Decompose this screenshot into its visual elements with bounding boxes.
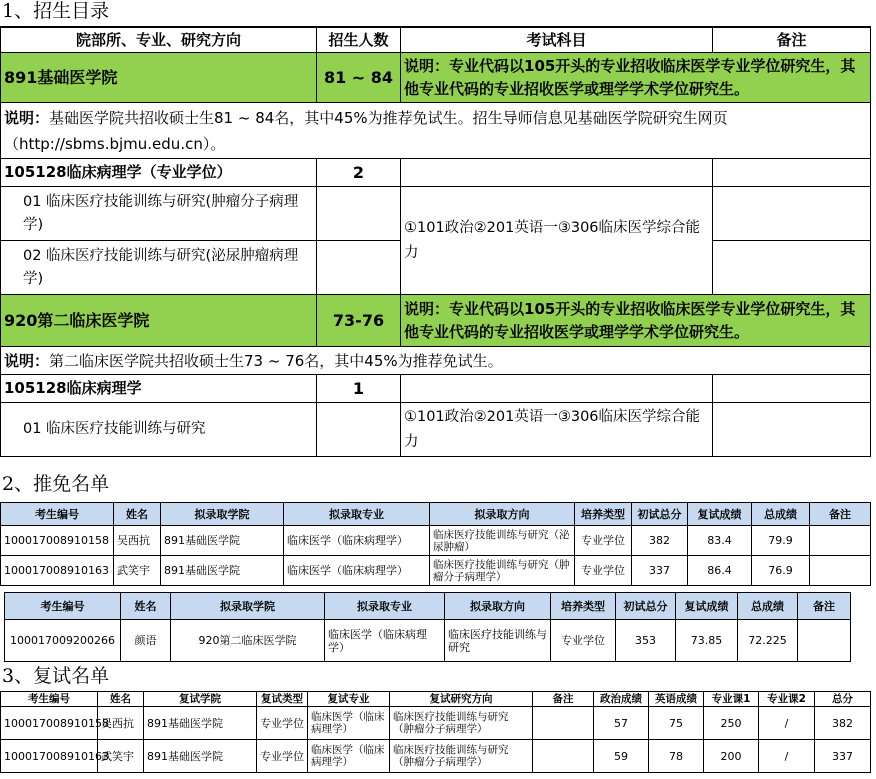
header-cell: 姓名 [98, 692, 144, 707]
cell: / [759, 707, 815, 740]
cell: 武笑宇 [114, 556, 161, 586]
school-name: 891基础医学院 [1, 53, 317, 103]
header-cell: 初试总分 [616, 593, 676, 620]
cell: 临床医疗技能训练与研究（肿瘤分子病理学） [390, 707, 533, 740]
exam-subjects: ①101政治②201英语一③306临床医学综合能力 [401, 187, 713, 295]
catalog-header-remark: 备注 [713, 27, 871, 53]
cell: 76.9 [752, 556, 810, 586]
cell: 78 [649, 740, 704, 773]
header-cell: 姓名 [114, 503, 161, 526]
cell: 100017008910158 [1, 707, 98, 740]
header-cell: 总成绩 [738, 593, 798, 620]
catalog-header-school: 院部所、专业、研究方向 [1, 27, 317, 53]
header-cell: 拟录取方向 [430, 503, 575, 526]
direction-row [1, 187, 871, 241]
cell: 382 [632, 526, 688, 556]
school-note [1, 347, 871, 375]
direction-row [1, 403, 871, 457]
cell: 83.4 [688, 526, 752, 556]
header-cell: 备注 [533, 692, 594, 707]
cell: 吴西抗 [114, 526, 161, 556]
table-row [1, 707, 871, 740]
cell: 79.9 [752, 526, 810, 556]
cell: 72.225 [738, 620, 798, 662]
header-cell: 政治成绩 [594, 692, 649, 707]
header-cell: 拟录取专业 [284, 503, 430, 526]
cell: 颜语 [121, 620, 171, 662]
direction-1: 01 临床医疗技能训练与研究(肿瘤分子病理学) [1, 187, 317, 241]
header-cell: 专业课2 [759, 692, 815, 707]
recommend-table-2 [4, 592, 851, 662]
header-cell: 复试成绩 [688, 503, 752, 526]
catalog-header-count: 招生人数 [317, 27, 401, 53]
cell: 337 [632, 556, 688, 586]
header-cell: 培养类型 [575, 503, 632, 526]
cell: 250 [704, 707, 759, 740]
exam-subjects: ①101政治②201英语一③306临床医学综合能力 [401, 403, 713, 457]
cell: 临床医疗技能训练与研究（泌尿肿瘤） [430, 526, 575, 556]
header-cell: 备注 [798, 593, 851, 620]
school-row-920 [1, 295, 871, 347]
cell [798, 620, 851, 662]
note-text: 第二临床医学院共招收硕士生73 ~ 76名，其中45%为推荐免试生。 [49, 351, 503, 370]
school-count: 81 ~ 84 [317, 53, 401, 103]
header-cell: 考生编号 [1, 503, 114, 526]
cell: 100017009200266 [5, 620, 121, 662]
cell: 59 [594, 740, 649, 773]
cell: 200 [704, 740, 759, 773]
cell: 专业学位 [575, 526, 632, 556]
cell: 临床医学（临床病理学） [325, 620, 445, 662]
cell: 临床医疗技能训练与研究 [445, 620, 551, 662]
cell: 891基础医学院 [161, 556, 284, 586]
major-row [1, 159, 871, 187]
note-label: 说明： [4, 108, 50, 127]
cell: 临床医学（临床病理学） [284, 556, 430, 586]
header-cell: 拟录取学院 [161, 503, 284, 526]
header-cell: 姓名 [121, 593, 171, 620]
header-cell: 初试总分 [632, 503, 688, 526]
cell: 专业学位 [551, 620, 616, 662]
cell [533, 740, 594, 773]
header-cell: 考生编号 [5, 593, 121, 620]
cell: 临床医学（临床病理学） [284, 526, 430, 556]
recommend-header-row [1, 503, 871, 526]
admission-catalog-table [0, 26, 871, 457]
cell: 57 [594, 707, 649, 740]
cell: 73.85 [676, 620, 738, 662]
school-green-note: 说明：专业代码以105开头的专业招收临床医学专业学位研究生，其他专业代码的专业招收医学或理学学术学位研究生。 [401, 295, 871, 347]
cell: 891基础医学院 [144, 740, 257, 773]
direction-2: 02 临床医疗技能训练与研究(泌尿肿瘤病理学) [1, 241, 317, 295]
cell: 武笑宇 [98, 740, 144, 773]
cell: 100017008910158 [1, 526, 114, 556]
cell: 临床医学（临床病理学） [308, 707, 390, 740]
cell [533, 707, 594, 740]
header-cell: 拟录取学院 [171, 593, 325, 620]
table-row [1, 556, 871, 586]
table-row [1, 740, 871, 773]
cell [810, 526, 871, 556]
header-cell: 复试成绩 [676, 593, 738, 620]
school-row-891 [1, 53, 871, 103]
cell: 353 [616, 620, 676, 662]
cell: 75 [649, 707, 704, 740]
retest-header-row [1, 692, 871, 707]
cell: 专业学位 [257, 740, 308, 773]
header-cell: 总成绩 [752, 503, 810, 526]
school-note [1, 103, 871, 159]
cell: 专业学位 [257, 707, 308, 740]
table-row [5, 620, 851, 662]
recommend-header-row [5, 593, 851, 620]
cell: 86.4 [688, 556, 752, 586]
major-row [1, 375, 871, 403]
recommend-table [0, 502, 871, 586]
cell: 100017008910163 [1, 556, 114, 586]
cell [810, 556, 871, 586]
section-title-retest: 3、复试名单 [2, 665, 110, 687]
section-title-catalog: 1、招生目录 [2, 0, 110, 22]
header-cell: 复试研究方向 [390, 692, 533, 707]
cell: 920第二临床医学院 [171, 620, 325, 662]
cell: 100017008910163 [1, 740, 98, 773]
note-text: 基础医学院共招收硕士生81 ~ 84名，其中45%为推荐免试生。招生导师信息见基础医学院研究生网页（http://sbms.bjmu.edu.cn）。 [4, 108, 728, 153]
header-cell: 复试类型 [257, 692, 308, 707]
table-row [1, 526, 871, 556]
school-green-note: 说明：专业代码以105开头的专业招收临床医学专业学位研究生，其他专业代码的专业招收医学或理学学术学位研究生。 [401, 53, 871, 103]
major-name: 105128临床病理学 [1, 375, 317, 403]
catalog-header-row [1, 27, 871, 53]
cell: 临床医学（临床病理学） [308, 740, 390, 773]
major-count: 2 [317, 159, 401, 187]
direction-1: 01 临床医疗技能训练与研究 [1, 403, 317, 457]
cell: / [759, 740, 815, 773]
header-cell: 拟录取专业 [325, 593, 445, 620]
header-cell: 考生编号 [1, 692, 98, 707]
section-title-recommend: 2、推免名单 [2, 473, 110, 495]
cell: 临床医疗技能训练与研究（肿瘤分子病理学） [430, 556, 575, 586]
header-cell: 总分 [815, 692, 871, 707]
header-cell: 专业课1 [704, 692, 759, 707]
school-note-row [1, 103, 871, 159]
cell: 337 [815, 740, 871, 773]
retest-table [0, 691, 871, 773]
cell: 891基础医学院 [144, 707, 257, 740]
cell: 891基础医学院 [161, 526, 284, 556]
school-count: 73-76 [317, 295, 401, 347]
school-note-row [1, 347, 871, 375]
major-name: 105128临床病理学（专业学位） [1, 159, 317, 187]
cell: 382 [815, 707, 871, 740]
header-cell: 备注 [810, 503, 871, 526]
cell: 临床医疗技能训练与研究（肿瘤分子病理学） [390, 740, 533, 773]
cell: 吴西抗 [98, 707, 144, 740]
header-cell: 英语成绩 [649, 692, 704, 707]
note-label: 说明： [4, 351, 50, 370]
cell: 专业学位 [575, 556, 632, 586]
major-count: 1 [317, 375, 401, 403]
header-cell: 拟录取方向 [445, 593, 551, 620]
header-cell: 复试学院 [144, 692, 257, 707]
header-cell: 复试专业 [308, 692, 390, 707]
school-name: 920第二临床医学院 [1, 295, 317, 347]
header-cell: 培养类型 [551, 593, 616, 620]
catalog-header-subjects: 考试科目 [401, 27, 713, 53]
